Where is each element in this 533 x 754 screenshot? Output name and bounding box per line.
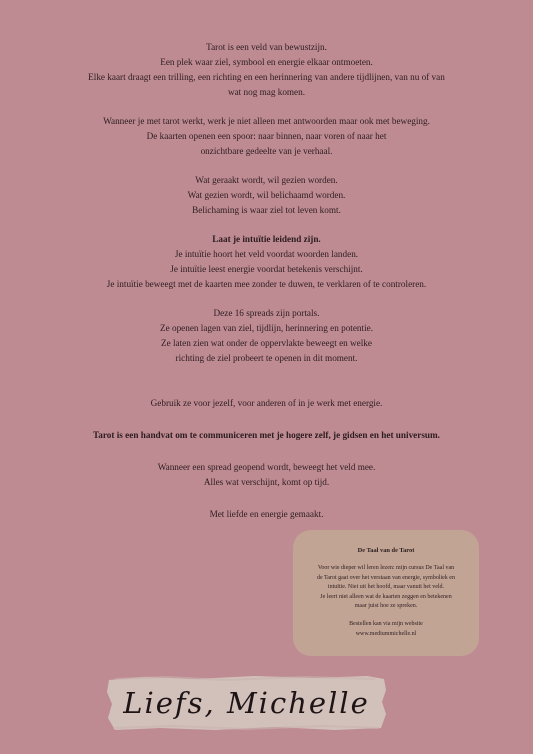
text-line: Je intuïtie hoort het veld voordat woorden landen. [174,249,359,259]
intuition-heading: Laat je intuïtie leidend zijn. [212,234,321,244]
key-statement: Tarot is een handvat om te communiceren met je hogere zelf, je gidsen en het universum. [93,430,440,440]
text-line: Wat geraakt wordt, wil gezien worden. [195,175,338,185]
signature: Liefs, Michelle [123,686,370,720]
paragraph-intuition [0,232,533,292]
course-description [301,564,471,611]
course-line: de Tarot gaat over het verstaan van energie, symboliek en [317,574,455,581]
text-line: Wat gezien wordt, wil belichaamd worden. [187,190,346,200]
text-line: Elke kaart draagt een trilling, een richting en een herinnering van andere tijdlijnen, van nu of van [88,72,445,82]
paragraph-intro [0,40,533,100]
text-line: Ze laten zien wat onder de oppervlakte beweegt en welke [161,338,372,348]
paragraph-field [0,460,533,490]
text-line: Deze 16 spreads zijn portals. [213,308,320,318]
paragraph-closing [0,507,533,522]
text-line: wat nog mag komen. [227,87,306,97]
text-line: Alles wat verschijnt, komt op tijd. [203,477,330,487]
text-line: Tarot is een veld van bewustzijn. [206,42,327,52]
text-line: Je intuïtie leest energie voordat betekenis verschijnt. [170,264,363,274]
paragraph-movement [0,114,533,159]
order-info [301,620,471,639]
text-line: Belichaming is waar ziel tot leven komt. [192,205,341,215]
paragraph-embodiment [0,173,533,218]
website-link[interactable]: www.mediummichelle.nl [355,630,417,637]
text-line: Wanneer je met tarot werkt, werk je niet alleen met antwoorden maar ook met beweging. [103,116,430,126]
text-line: Gebruik ze voor jezelf, voor anderen of in je werk met energie. [150,398,383,408]
course-line: maar juist hoe ze spreken. [354,603,418,610]
paragraph-key-statement [0,428,533,443]
course-line: Voor wie dieper wil leren lezen: mijn cursus De Taal van [317,565,455,572]
text-line: Wanneer een spread geopend wordt, beweegt het veld mee. [157,462,376,472]
text-line: Een plek waar ziel, symbool en energie elkaar ontmoeten. [160,57,373,67]
text-line: Je intuïtie beweegt met de kaarten mee zonder te duwen, te verklaren of te controleren. [106,279,427,289]
course-line: Je leert niet alleen wat de kaarten zeggen en betekenen [320,593,452,600]
text-line: Ze openen lagen van ziel, tijdlijn, herinnering en potentie. [159,323,374,333]
paragraph-portals [0,306,533,366]
text-line: richting de ziel probeert te openen in dit moment. [175,353,358,363]
paragraph-usage [0,396,533,411]
course-title: De Taal van de Tarot [357,547,415,554]
course-line: intuïtie. Niet uit het hoofd, maar vanuit het veld. [327,584,445,591]
course-info-box [293,530,479,656]
text-line: Met liefde en energie gemaakt. [209,509,324,519]
text-line: De kaarten openen een spoor: naar binnen, naar voren of naar het [146,131,387,141]
main-text [0,40,533,536]
text-line: onzichtbare gedeelte van je verhaal. [200,146,333,156]
order-line: Bestellen kan via mijn website [349,621,423,628]
